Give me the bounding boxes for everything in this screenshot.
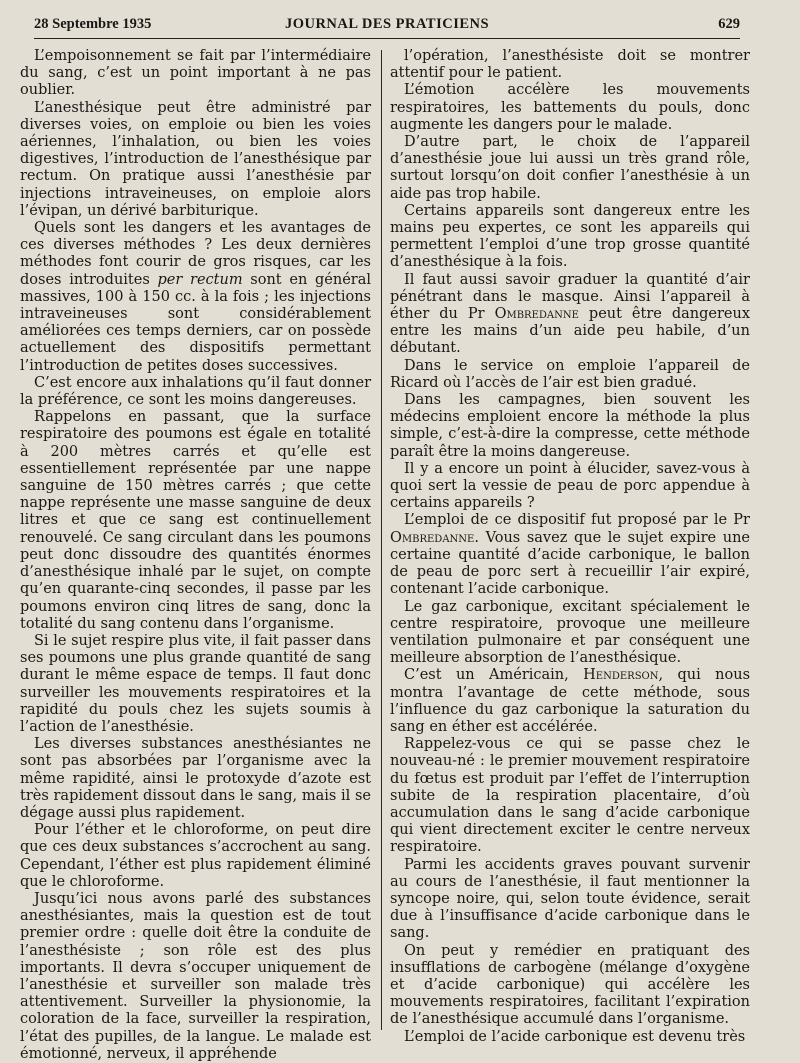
paragraph: Dans les campagnes, bien souvent les médecins emploient encore la méthode la plus simple, c’est-à-dire la compresse, cette méthode paraît être la moins dangereuse. xyxy=(390,392,750,460)
paragraph: D’autre part, le choix de l’appareil d’anesthésie joue lui aussi un très grand rôle, surtout lorsqu’on doit confier l’anesthésie à un aide pas trop habile. xyxy=(390,134,750,202)
paragraph: Rappelons en passant, que la surface respiratoire des poumons est égale en totalité à 200 mètres carrés et qu’elle est essentiellement représentée par une nappe sanguine de 150 mètres carrés ; que cette nappe représente une masse sanguine de deux litres et que ce sang est continuellement renouvelé. Ce sang circulant dans les poumons peut donc dissoudre des quantités énormes d’anesthésique inhalé par le sujet, on compte qu’en quarante-cinq secondes, il passe par les poumons environ cinq litres de sang, donc la totalité du sang contenu dans l’organisme. xyxy=(20,409,371,632)
right-column xyxy=(390,48,751,1045)
title-abbrev: Pr xyxy=(467,306,485,323)
paragraph-text: C’est un Américain, xyxy=(404,667,584,684)
person-name: Ombredanne xyxy=(494,306,579,323)
paragraph: Dans le service on emploie l’appareil de Ricard où l’accès de l’air est bien gradué. xyxy=(390,357,750,391)
paragraph-text: Quels sont les dangers et les avantages de ces diverses méthodes ? Les deux dernières méthodes font courir de gros risques, car les doses introduites xyxy=(20,220,371,288)
person-name: Henderson xyxy=(583,667,659,684)
left-column xyxy=(20,48,372,1062)
paragraph xyxy=(390,512,750,598)
italic-term: per rectum xyxy=(157,271,243,288)
paragraph xyxy=(20,220,371,375)
header-journal-title: JOURNAL DES PRATICIENS xyxy=(284,16,490,32)
paragraph: Il y a encore un point à élucider, savez-vous à quoi sert la vessie de peau de porc appendue à certains appareils ? xyxy=(390,460,750,512)
paragraph-text: . Vous savez que le sujet expire une certaine quantité d’acide carbonique, le ballon de peau de porc sert à recueillir l’air expiré, contenant l’acide carbonique. xyxy=(390,529,750,598)
paragraph: L’anesthésique peut être administré par diverses voies, on emploie ou bien les voies aériennes, l’inhalation, ou bien les voies digestives, l’introduction de l’anesthésique par rectum. On pratique aussi l’anesthésie par injections intraveineuses, on emploie alors l’évipan, un dérivé barbiturique. xyxy=(20,99,371,219)
paragraph: L’empoisonnement se fait par l’intermédiaire du sang, c’est un point important à ne pas oublier. xyxy=(20,48,371,99)
paragraph-text: Il faut aussi savoir graduer la quantité d’air pénétrant dans le masque. Ainsi l’appareil à éther du xyxy=(390,271,750,323)
paragraph: Si le sujet respire plus vite, il fait passer dans ses poumons une plus grande quantité de sang durant le même espace de temps. Il faut donc surveiller les mouvements respiratoires et la rapidité du pouls chez les sujets soumis à l’action de l’anesthésie. xyxy=(20,632,371,735)
title-abbrev: Pr xyxy=(733,512,750,529)
paragraph-text: L’emploi de ce dispositif fut proposé par le xyxy=(404,512,734,529)
paragraph: On peut y remédier en pratiquant des insufflations de carbogène (mélange d’oxygène et d’acide carbonique) qui accélère les mouvements respiratoires, facilitant l’expiration de l’anesthésique accumulé dans l’organisme. xyxy=(390,942,750,1028)
paragraph: Les diverses substances anesthésiantes ne sont pas absorbées par l’organisme avec la même rapidité, ainsi le protoxyde d’azote est très rapidement dissout dans le sang, mais il se dégage aussi plus rapidement. xyxy=(20,736,371,821)
column-divider xyxy=(381,50,382,1030)
paragraph: Parmi les accidents graves pouvant survenir au cours de l’anesthésie, il faut mentionner la syncope noire, qui, selon toute évidence, serait due à l’insuffisance d’acide carbonique dans le sang. xyxy=(390,856,750,942)
header-date: 28 Septembre 1935 xyxy=(34,16,152,32)
paragraph xyxy=(390,272,750,358)
paragraph xyxy=(390,667,750,736)
paragraph: Le gaz carbonique, excitant spécialement le centre respiratoire, provoque une meilleure ventilation pulmonaire et par conséquent une meilleure absorption de l’anesthésique. xyxy=(390,598,750,667)
person-name: Ombredanne xyxy=(390,529,475,546)
paragraph: L’émotion accélère les mouvements respiratoires, les battements du pouls, donc augmente les dangers pour le malade. xyxy=(390,82,750,133)
paragraph: Certains appareils sont dangereux entre les mains peu expertes, ce sont les appareils qui permettent l’emploi d’une trop grosse quantité d’anesthésique à la fois. xyxy=(390,202,750,271)
page-header xyxy=(34,14,740,39)
paragraph: l’opération, l’anesthésiste doit se montrer attentif pour le patient. xyxy=(390,48,750,82)
paragraph: Jusqu’ici nous avons parlé des substances anesthésiantes, mais la question est de tout premier ordre : quelle doit être la conduite de l’anesthésiste ; son rôle est des plus importants. Il devra s’occuper uniquement de l’anesthésie et surveiller son malade très attentivement. Surveiller la physionomie, la coloration de la face, surveiller la respiration, l’état des pupilles, de la langue. Le malade est émotionné, nerveux, il appréhende xyxy=(20,890,371,1062)
paragraph: Pour l’éther et le chloroforme, on peut dire que ces deux substances s’accrochent au sang. Cependant, l’éther est plus rapidement éliminé que le chloroforme. xyxy=(20,822,371,890)
paragraph-text: , qui nous montra l’avantage de cette méthode, sous l’influence du gaz carbonique la saturation du sang en éther est accélérée. xyxy=(390,667,751,735)
paragraph: Rappelez-vous ce qui se passe chez le nouveau-né : le premier mouvement respiratoire du fœtus est produit par l’effet de l’interruption subite de la respiration placentaire, d’où accumulation dans le sang d’acide carbonique qui vient directement exciter le centre nerveux respiratoire. xyxy=(390,736,750,856)
paragraph: C’est encore aux inhalations qu’il faut donner la préférence, ce sont les moins dangereuses. xyxy=(20,374,371,409)
paragraph-text: peut être dangereux entre les mains d’un aide peu habile, d’un débutant. xyxy=(390,306,751,357)
paragraph-text: sont en général massives, 100 à 150 cc. à la fois ; les injections intraveineuses sont considérablement améliorées ces temps derniers, car on possède actuellement des dispositifs permettant l’introduction de petites doses successives. xyxy=(20,271,372,374)
paragraph: L’emploi de l’acide carbonique est devenu très xyxy=(404,1028,746,1045)
header-page-number: 629 xyxy=(718,16,740,32)
